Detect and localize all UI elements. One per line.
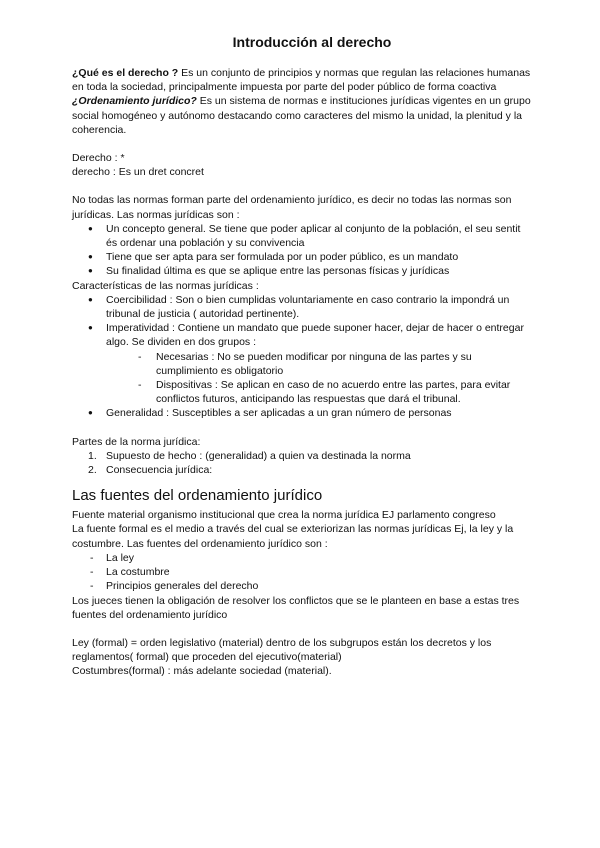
list-item: 1. Supuesto de hecho : (generalidad) a quien va destinada la norma [88,449,411,462]
list-item: - La ley [106,551,532,565]
derecho-line-2: derecho : Es un dret concret [72,166,204,179]
fuente-material: Fuente material organismo institucional que crea la norma jurídica EJ parlamento congreso [72,509,496,522]
question-derecho: ¿Qué es el derecho ? [72,67,179,79]
costumbres-paragraph: Costumbres(formal) : más adelante sociedad (material). [72,665,332,678]
imperatividad-sublist [106,350,532,407]
fuente-formal: La fuente formal es el medio a través del cual se exteriorizan las normas jurídicas Ej, la ley y la costumbre. Las fuentes del ordenamiento jurídico son : [72,523,514,550]
list-item: - Principios generales del derecho [106,579,532,593]
section-heading: Las fuentes del ordenamiento jurídico [72,487,323,505]
jueces-paragraph: Los jueces tienen la obligación de resolver los conflictos que se le planteen en base a estas tres fuentes del ordenamiento jurídico [72,594,520,621]
list-item: - La costumbre [106,565,532,579]
list-item: - Dispositivas : Se aplican en caso de no acuerdo entre las partes, para evitar conflictos futuros, anticipando las respuestas que dará el tribunal. [156,378,532,406]
list-item: ● Coercibilidad : Son o bien cumplidas voluntariamente en caso contrario la impondrá un tribunal de justicia ( autoridad pertinente). [106,293,532,321]
ley-paragraph: Ley (formal) = orden legislativo (material) dentro de los subgrupos están los decretos y los reglamentos( formal) que proceden del ejecutivo(material) [72,636,492,664]
list-item-imperatividad [106,321,532,406]
normas-list [72,222,532,279]
normas-intro: No todas las normas forman parte del ordenamiento jurídico, es decir no todas las normas son jurídicas. Las normas jurídicas son : [72,194,512,221]
list-item: - Necesarias : No se pueden modificar por ninguna de las partes y su cumplimiento es obligatorio [156,350,532,378]
list-item: ● Un concepto general. Se tiene que poder aplicar al conjunto de la población, el seu sentit és ordenar una población y su convivencia [106,222,532,250]
list-item: 2. Consecuencia jurídica: [88,464,213,477]
imperatividad-text: Imperatividad : Contiene un mandato que puede suponer hacer, dejar de hacer o entregar algo. Se dividen en dos grupos : [106,322,524,349]
document-page [72,34,532,679]
list-item: ● Su finalidad última es que se aplique entre las personas físicas y jurídicas [106,264,532,278]
fuentes-list [72,551,532,594]
page-title: Introducción al derecho [232,34,392,50]
answer-ordenamiento: Es un sistema de normas e instituciones jurídicas vigentes en un grupo social homogéneo y autónomo destacando como caracteres del mismo la unidad, la plenitud y la coherencia. [72,95,531,136]
partes-title: Partes de la norma jurídica: [72,435,201,448]
partes-list [72,449,532,477]
derecho-line-1: Derecho : * [72,152,125,165]
question-ordenamiento: ¿Ordenamiento jurídico? [72,95,197,108]
answer-derecho: Es un conjunto de principios y normas que regulan las relaciones humanas en toda la sociedad, principalmente impuesta por parte del poder público de forma coactiva [72,67,531,94]
list-item: ● Tiene que ser apta para ser formulada por un poder público, es un mandato [106,250,532,264]
definition-ordenamiento [72,94,532,137]
list-item: ● Generalidad : Susceptibles a ser aplicadas a un gran número de personas [106,406,532,420]
caracteristicas-list [72,293,532,421]
definition-derecho [72,66,532,94]
caracteristicas-title: Características de las normas jurídicas : [72,279,259,292]
